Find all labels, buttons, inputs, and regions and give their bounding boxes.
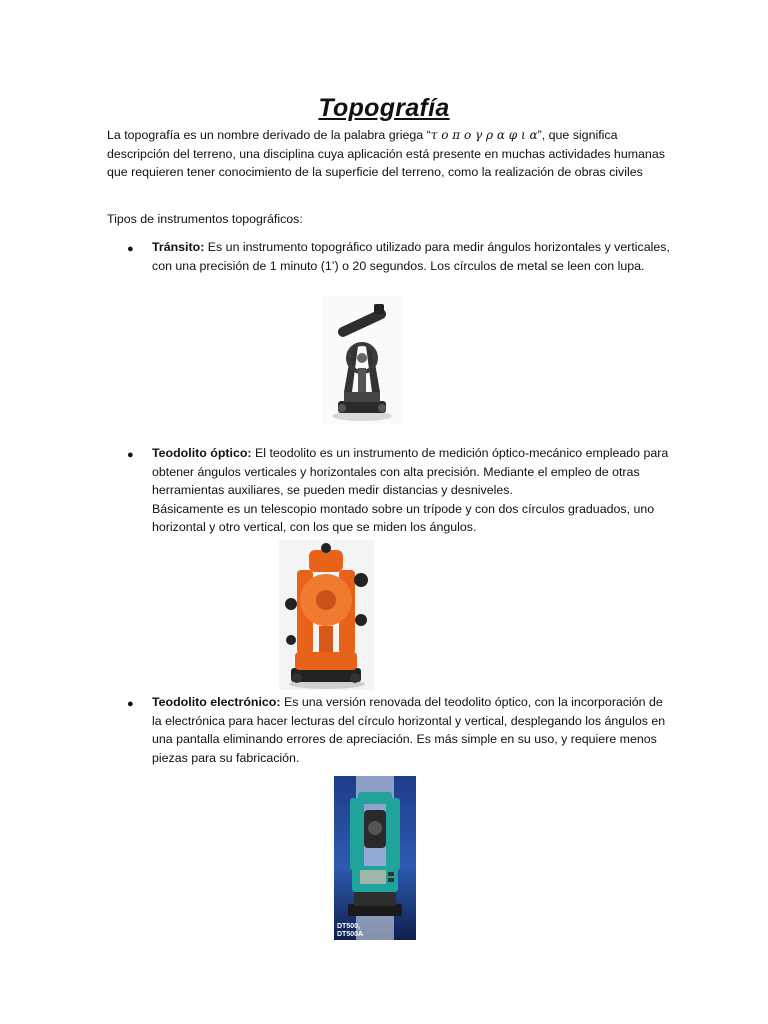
item-text: Es una versión renovada del teodolito óptico, con la incorporación de la electrónica para hacer lecturas del círculo horizontal y vertical, desplegando los ángulos en una pantalla eliminando errores de apreciación. Es más simple en su uso, y requiere menos piezas para su fabricación.: [152, 695, 666, 765]
page-title: Topografía: [318, 94, 450, 122]
bullet-icon: ●: [127, 698, 134, 710]
item-text: Es un instrumento topográfico utilizado para medir ángulos horizontales y verticales, con una precisión de 1 minuto (1’) o 20 segundos. Los círculos de metal se leen con lupa.: [152, 240, 670, 273]
list-item-teodolito-optico: [152, 444, 672, 537]
item-term: Tránsito:: [152, 240, 205, 254]
greek-word: τ ο π ο γ ρ α φ ι α: [430, 128, 538, 142]
intro-text-end: ”, que significa descripción del terreno, una disciplina cuya aplicación está presente en muchas actividades humanas que requieren tener conocimiento de la superficie del terreno, como la realización de obras civiles: [107, 128, 665, 180]
optical-theodolite-image: [279, 540, 374, 690]
model-caption-line1: DT500,: [337, 923, 360, 930]
electronic-theodolite-image: [334, 776, 416, 940]
types-heading: Tipos de instrumentos topográficos:: [107, 212, 303, 226]
list-item-transito: [152, 238, 672, 275]
item-text-2: Básicamente es un telescopio montado sobre un trípode y con dos círculos graduados, uno horizontal y otro vertical, con los que se miden los ángulos.: [152, 501, 655, 535]
bullet-icon: ●: [127, 449, 134, 461]
intro-paragraph: [107, 126, 667, 182]
model-caption-line2: DT500A: [337, 931, 364, 938]
transit-instrument-image: [322, 296, 402, 424]
bullet-icon: ●: [127, 243, 134, 255]
intro-text-start: La topografía es un nombre derivado de la palabra griega “: [107, 128, 431, 142]
list-item-teodolito-electronico: [152, 693, 672, 767]
item-text: El teodolito es un instrumento de medición óptico-mecánico empleado para obtener ángulos verticales y horizontales con alta precisión. Mediante el empleo de otras herramientas auxiliares, se pueden medir distancias y desniveles.: [152, 446, 669, 498]
item-term: Teodolito óptico:: [152, 446, 252, 460]
item-term: Teodolito electrónico:: [152, 695, 281, 709]
